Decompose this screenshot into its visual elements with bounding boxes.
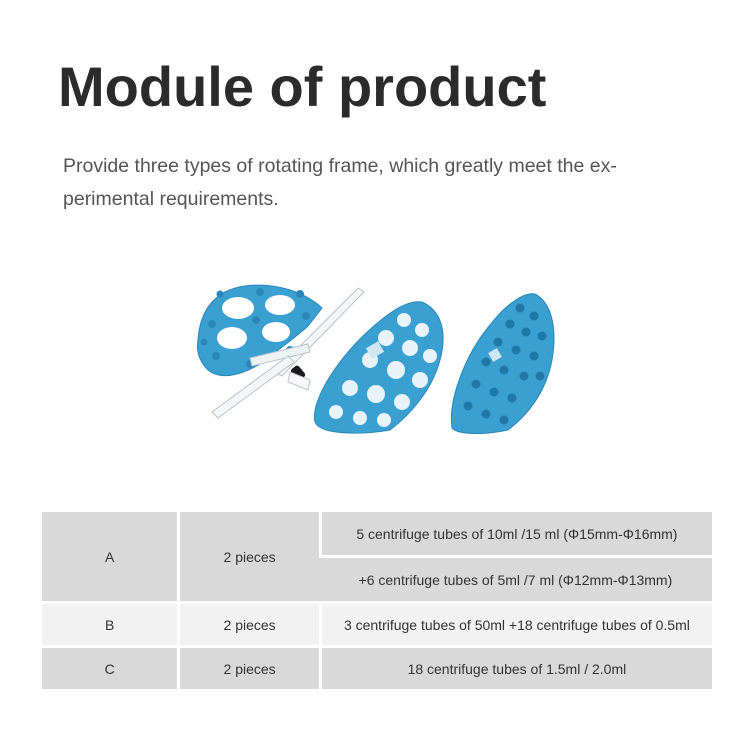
- type-cell: B: [42, 601, 177, 645]
- description-line-1: Provide three types of rotating frame, which greatly meet the ex-: [63, 155, 617, 177]
- quantity-cell: 2 pieces: [177, 645, 318, 689]
- table-row-c: [42, 645, 712, 689]
- description-cell: +6 centrifuge tubes of 5ml /7 ml (Φ12mm-Φ13mm): [319, 558, 712, 601]
- quantity-cell: 2 pieces: [177, 601, 318, 645]
- rotating-frames-image: [190, 280, 570, 435]
- description-line-2: perimental requirements.: [63, 188, 279, 210]
- product-description: [63, 150, 693, 216]
- frame-c: [451, 294, 554, 434]
- quantity-cell: 2 pieces: [177, 512, 318, 601]
- table-row-a: [42, 512, 712, 558]
- type-cell: C: [42, 645, 177, 689]
- description-cell: 5 centrifuge tubes of 10ml /15 ml (Φ15mm-Φ16mm): [319, 512, 712, 558]
- spec-table: [42, 512, 712, 689]
- type-cell: A: [42, 512, 177, 601]
- page-title: Module of product: [58, 55, 547, 118]
- description-cell: 3 centrifuge tubes of 50ml +18 centrifuge tubes of 0.5ml: [319, 601, 712, 645]
- table-row-b: [42, 601, 712, 645]
- description-cell: 18 centrifuge tubes of 1.5ml / 2.0ml: [319, 645, 712, 689]
